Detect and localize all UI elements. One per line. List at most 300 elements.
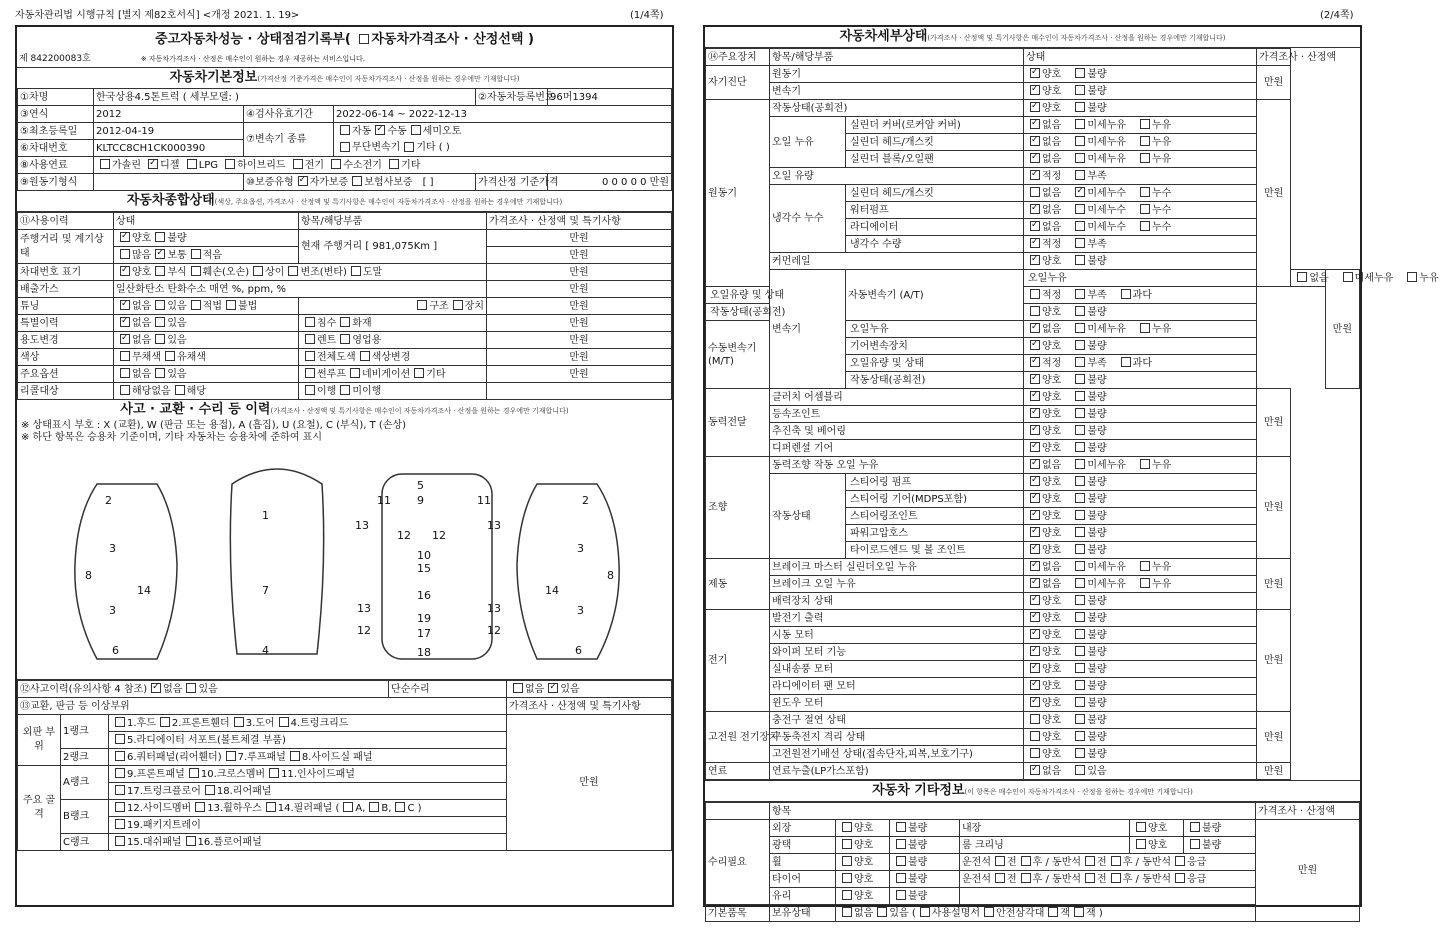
state-checkbox[interactable]	[1075, 187, 1085, 197]
svg-text:2: 2	[105, 494, 112, 507]
state-r35	[1024, 644, 1257, 661]
state-checkbox[interactable]	[1030, 459, 1040, 469]
state-label: 불량	[1087, 629, 1107, 641]
state-label: 불량	[1087, 680, 1107, 692]
state-checkbox[interactable]	[1030, 578, 1040, 588]
part-checkbox[interactable]	[269, 768, 279, 778]
opt-label: 유채색	[176, 351, 206, 363]
odometer-value: 현재 주행거리 [ 981,075Km ]	[299, 230, 487, 264]
opt-label: 안전삼각대	[996, 907, 1045, 919]
state-checkbox[interactable]	[1030, 357, 1040, 367]
item-r33: 발전기 출력	[770, 610, 1024, 627]
use-yes-checkbox[interactable]	[155, 334, 165, 344]
outer-label: 외판 부위	[18, 715, 61, 766]
state-checkbox[interactable]	[1030, 136, 1040, 146]
part-checkbox[interactable]	[279, 717, 289, 727]
svg-text:7: 7	[262, 584, 269, 597]
int-bad-checkbox[interactable]	[1190, 822, 1200, 832]
opt-label: 화재	[352, 317, 372, 329]
price-check-checkbox[interactable]	[359, 34, 369, 44]
state-checkbox[interactable]	[1075, 748, 1085, 758]
etc-table	[705, 802, 1360, 922]
state-checkbox[interactable]	[1030, 204, 1040, 214]
hist-flood-checkbox[interactable]	[305, 317, 315, 327]
svg-text:4: 4	[262, 644, 269, 657]
state-checkbox[interactable]	[1075, 731, 1085, 741]
hist-fire-checkbox[interactable]	[340, 317, 350, 327]
state-checkbox[interactable]	[1140, 119, 1150, 129]
state-checkbox[interactable]	[1030, 680, 1040, 690]
vin-label: ⑥차대번호	[18, 140, 94, 157]
state-checkbox[interactable]	[1075, 442, 1085, 452]
state-checkbox[interactable]	[1030, 510, 1040, 520]
state-checkbox[interactable]	[1030, 612, 1040, 622]
simple-yes-label: 있음	[560, 683, 580, 695]
state-checkbox[interactable]	[1030, 374, 1040, 384]
trans-cvt-checkbox[interactable]	[340, 142, 350, 152]
state-checkbox[interactable]	[1030, 187, 1040, 197]
vinplate-paint-checkbox[interactable]	[351, 266, 361, 276]
state-checkbox[interactable]	[1075, 153, 1085, 163]
recall-done-checkbox[interactable]	[305, 385, 315, 395]
state-label: 부족	[1087, 170, 1107, 182]
main-option-label: 주요옵션	[18, 366, 114, 383]
hold-none-checkbox[interactable]	[842, 907, 852, 917]
vinplate-rust-checkbox[interactable]	[155, 266, 165, 276]
state-label: 미세누유	[1087, 578, 1126, 590]
wheel-good-checkbox[interactable]	[842, 856, 852, 866]
glass-bad-checkbox[interactable]	[896, 890, 906, 900]
state-checkbox[interactable]	[1075, 238, 1085, 248]
state-checkbox[interactable]	[1121, 289, 1131, 299]
item-r17: 기어변속장치	[846, 338, 1024, 355]
state-r16	[1024, 321, 1257, 338]
state-label: 불량	[1087, 102, 1107, 114]
state-checkbox[interactable]	[1075, 170, 1085, 180]
state-checkbox[interactable]	[1030, 527, 1040, 537]
fuel-diesel-checkbox[interactable]	[148, 159, 158, 169]
item-r20: 클러치 어셈블리	[770, 389, 1024, 406]
svg-text:9: 9	[417, 494, 424, 507]
state-r7	[1024, 168, 1257, 185]
state-checkbox[interactable]	[1075, 340, 1085, 350]
odo-few-checkbox[interactable]	[191, 249, 201, 259]
pillar-c-checkbox[interactable]	[395, 802, 405, 812]
color-change-checkbox[interactable]	[360, 351, 370, 361]
use-business-checkbox[interactable]	[340, 334, 350, 344]
item-r35: 와이퍼 모터 기능	[770, 644, 1024, 661]
state-checkbox[interactable]	[1030, 238, 1040, 248]
state-label: 적정	[1042, 170, 1062, 182]
state-checkbox[interactable]	[1075, 306, 1085, 316]
opt-label: 양호	[132, 266, 152, 278]
opt-sunroof-checkbox[interactable]	[305, 368, 315, 378]
accident-no-checkbox[interactable]	[151, 683, 161, 693]
state-checkbox[interactable]	[1030, 408, 1040, 418]
page-number-1: (1/4쪽)	[630, 10, 664, 21]
state-checkbox[interactable]	[1030, 85, 1040, 95]
tire-good-checkbox[interactable]	[842, 873, 852, 883]
state-checkbox[interactable]	[1407, 272, 1417, 282]
state-checkbox[interactable]	[1075, 714, 1085, 724]
state-checkbox[interactable]	[1343, 272, 1353, 282]
state-checkbox[interactable]	[1030, 153, 1040, 163]
part-checkbox[interactable]	[290, 751, 300, 761]
opt-label: 응급	[1187, 856, 1207, 868]
fuel-gasoline-checkbox[interactable]	[100, 159, 110, 169]
state-checkbox[interactable]	[1075, 765, 1085, 775]
svg-text:13: 13	[487, 519, 501, 532]
state-label: 없음	[1042, 561, 1062, 573]
form-header: 자동차관리법 시행규칙 [별지 제82호서식] <개정 2021. 1. 19>	[15, 10, 300, 21]
part-checkbox[interactable]	[160, 717, 170, 727]
state-label: 양호	[1042, 102, 1062, 114]
state-checkbox[interactable]	[1030, 663, 1040, 673]
state-r37	[1024, 678, 1257, 695]
glass-good-checkbox[interactable]	[842, 890, 852, 900]
state-checkbox[interactable]	[1140, 136, 1150, 146]
price-won: 만원	[1257, 559, 1291, 610]
state-checkbox[interactable]	[1030, 765, 1040, 775]
tuning-device-checkbox[interactable]	[453, 300, 463, 310]
state-checkbox[interactable]	[1140, 459, 1150, 469]
part-checkbox[interactable]	[186, 836, 196, 846]
state-checkbox[interactable]	[1075, 136, 1085, 146]
sub-r9a: 냉각수 누수	[770, 185, 846, 253]
part-checkbox[interactable]	[115, 734, 125, 744]
simple-no-checkbox[interactable]	[513, 683, 523, 693]
state-checkbox[interactable]	[1030, 646, 1040, 656]
state-r10	[1024, 219, 1257, 236]
state-checkbox[interactable]	[1075, 595, 1085, 605]
opt-label: 해당없음	[132, 385, 171, 397]
vinplate-good-checkbox[interactable]	[120, 266, 130, 276]
state-checkbox[interactable]	[1075, 612, 1085, 622]
state-checkbox[interactable]	[1030, 119, 1040, 129]
state-checkbox[interactable]	[1030, 68, 1040, 78]
state-checkbox[interactable]	[1140, 561, 1150, 571]
ext-bad-checkbox[interactable]	[896, 822, 906, 832]
triangle-checkbox[interactable]	[984, 907, 994, 917]
int-good-checkbox[interactable]	[1136, 822, 1146, 832]
jack-checkbox[interactable]	[1074, 907, 1084, 917]
opt-label: 없음	[854, 907, 874, 919]
ext-good-checkbox[interactable]	[842, 822, 852, 832]
trans-etc-checkbox[interactable]	[404, 142, 414, 152]
state-checkbox[interactable]	[1030, 629, 1040, 639]
state-checkbox[interactable]	[1140, 221, 1150, 231]
item-r25: 스티어링 펌프	[846, 474, 1024, 491]
state-checkbox[interactable]	[1075, 697, 1085, 707]
rankC-label: C랭크	[61, 834, 109, 851]
fuel-option: 전기	[304, 159, 325, 171]
state-label: 없음	[1042, 187, 1062, 199]
page-2	[703, 25, 1439, 919]
tuning-yes-checkbox[interactable]	[155, 300, 165, 310]
part-checkbox[interactable]	[115, 768, 125, 778]
state-checkbox[interactable]	[1030, 697, 1040, 707]
state-checkbox[interactable]	[1075, 102, 1085, 112]
part-checkbox[interactable]	[195, 802, 205, 812]
seat-checkbox[interactable]	[995, 873, 1005, 883]
fuel-electric-checkbox[interactable]	[293, 159, 303, 169]
part-checkbox[interactable]	[115, 836, 125, 846]
state-checkbox[interactable]	[1140, 323, 1150, 333]
state-checkbox[interactable]	[1075, 221, 1085, 231]
state-checkbox[interactable]	[1075, 391, 1085, 401]
state-checkbox[interactable]	[1030, 595, 1040, 605]
state-checkbox[interactable]	[1030, 323, 1040, 333]
tire-bad-checkbox[interactable]	[896, 873, 906, 883]
state-checkbox[interactable]	[1075, 408, 1085, 418]
state-r31	[1024, 576, 1257, 593]
part-checkbox[interactable]	[226, 751, 236, 761]
opt-label: 이행	[317, 385, 337, 397]
part-checkbox[interactable]	[115, 802, 125, 812]
state-checkbox[interactable]	[1075, 561, 1085, 571]
state-label: 미세누수	[1087, 204, 1126, 216]
state-checkbox[interactable]	[1075, 289, 1085, 299]
state-checkbox[interactable]	[1075, 119, 1085, 129]
state-checkbox[interactable]	[1075, 578, 1085, 588]
state-checkbox[interactable]	[1075, 646, 1085, 656]
page-1	[15, 25, 674, 907]
simple-yes-checkbox[interactable]	[548, 683, 558, 693]
use-rent-checkbox[interactable]	[305, 334, 315, 344]
state-checkbox[interactable]	[1075, 323, 1085, 333]
seat-checkbox[interactable]	[1021, 856, 1031, 866]
opt-label: 사용설명서	[931, 907, 981, 919]
state-checkbox[interactable]	[1075, 374, 1085, 384]
state-checkbox[interactable]	[1075, 425, 1085, 435]
state-checkbox[interactable]	[1075, 680, 1085, 690]
opt-label: 불량	[908, 890, 928, 902]
state-checkbox[interactable]	[1075, 476, 1085, 486]
part-checkbox[interactable]	[115, 717, 125, 727]
room-bad-checkbox[interactable]	[1190, 839, 1200, 849]
seat-checkbox[interactable]	[1021, 873, 1031, 883]
recall-notdone-checkbox[interactable]	[340, 385, 350, 395]
accident-yes-checkbox[interactable]	[186, 683, 196, 693]
state-checkbox[interactable]	[1030, 714, 1040, 724]
state-checkbox[interactable]	[1030, 425, 1040, 435]
odo-many-checkbox[interactable]	[120, 249, 130, 259]
state-label: 양호	[1042, 697, 1062, 709]
state-label: 양호	[1042, 391, 1062, 403]
trans-auto-checkbox[interactable]	[340, 125, 350, 135]
state-checkbox[interactable]	[1030, 561, 1040, 571]
price-won: 만원	[487, 264, 672, 281]
state-label: 미세누유	[1087, 119, 1126, 131]
item-r21: 등속조인트	[770, 406, 1024, 423]
warranty-ins-checkbox[interactable]	[352, 176, 362, 186]
vinplate-alter-checkbox[interactable]	[288, 266, 298, 276]
tuning-struct-checkbox[interactable]	[417, 300, 427, 310]
part-checkbox[interactable]	[115, 751, 125, 761]
hist-none-checkbox[interactable]	[120, 317, 130, 327]
manual-checkbox[interactable]	[920, 907, 930, 917]
opt-none-checkbox[interactable]	[120, 368, 130, 378]
hist-yes-checkbox[interactable]	[155, 317, 165, 327]
state-checkbox[interactable]	[1030, 102, 1040, 112]
seat-checkbox[interactable]	[1175, 856, 1185, 866]
emission-label: 배출가스	[18, 281, 114, 298]
part-label: 5.라디에이터 서포트(볼트체결 부품)	[127, 734, 286, 746]
part-checkbox[interactable]	[266, 802, 276, 812]
part-checkbox[interactable]	[205, 785, 215, 795]
wheel-bad-checkbox[interactable]	[896, 856, 906, 866]
state-checkbox[interactable]	[1121, 357, 1131, 367]
state-label: 양호	[1042, 714, 1062, 726]
state-checkbox[interactable]	[1030, 731, 1040, 741]
odo-good-checkbox[interactable]	[120, 232, 130, 242]
state-checkbox[interactable]	[1030, 442, 1040, 452]
opt-label: 영업용	[352, 334, 382, 346]
trans-semi-checkbox[interactable]	[411, 125, 421, 135]
state-checkbox[interactable]	[1075, 629, 1085, 639]
state-checkbox[interactable]	[1075, 459, 1085, 469]
driver-seat-label: 운전석	[962, 873, 991, 885]
state-checkbox[interactable]	[1075, 527, 1085, 537]
state-checkbox[interactable]	[1075, 85, 1085, 95]
use-none-checkbox[interactable]	[120, 334, 130, 344]
tuning-legal-checkbox[interactable]	[191, 300, 201, 310]
fuel-option: 기타	[401, 159, 421, 171]
col-item: 항목/해당부품	[299, 213, 487, 230]
state-checkbox[interactable]	[1030, 170, 1040, 180]
state-checkbox[interactable]	[1140, 187, 1150, 197]
part-label: 15.대쉬패널	[127, 836, 182, 848]
opt-label: 응급	[1187, 873, 1207, 885]
tuning-none-checkbox[interactable]	[120, 300, 130, 310]
doc-number: 제 842200083호	[19, 53, 91, 64]
seat-checkbox[interactable]	[1111, 856, 1121, 866]
fuel-hybrid-checkbox[interactable]	[225, 159, 235, 169]
seat-checkbox[interactable]	[1085, 873, 1095, 883]
color-chro-checkbox[interactable]	[165, 351, 175, 361]
state-checkbox[interactable]	[1075, 510, 1085, 520]
state-checkbox[interactable]	[1075, 68, 1085, 78]
fuel-lpg-checkbox[interactable]	[187, 159, 197, 169]
part-checkbox[interactable]	[115, 819, 125, 829]
opt-yes-checkbox[interactable]	[155, 368, 165, 378]
opt-label: 양호	[854, 890, 874, 902]
opt-label: 적음	[202, 249, 222, 261]
recall-na-checkbox[interactable]	[120, 385, 130, 395]
first-reg-label: ⑤최초등록일	[18, 123, 94, 140]
state-checkbox[interactable]	[1075, 544, 1085, 554]
state-checkbox[interactable]	[1075, 204, 1085, 214]
seat-checkbox[interactable]	[1175, 873, 1185, 883]
rankB-label: B랭크	[61, 800, 109, 834]
hold-yes-checkbox[interactable]	[877, 907, 887, 917]
part-checkbox[interactable]	[189, 768, 199, 778]
state-checkbox[interactable]	[1030, 255, 1040, 265]
jack-checkbox[interactable]	[1048, 907, 1058, 917]
state-label: 불량	[1087, 748, 1107, 760]
state-checkbox[interactable]	[1030, 306, 1040, 316]
tuning-illegal-checkbox[interactable]	[226, 300, 236, 310]
gloss-good-checkbox[interactable]	[842, 839, 852, 849]
pillar-a-checkbox[interactable]	[343, 802, 353, 812]
odo-bad-checkbox[interactable]	[155, 232, 165, 242]
opt-label: 불량	[908, 856, 928, 868]
part-label: A,	[355, 802, 366, 814]
state-label: 양호	[1042, 629, 1062, 641]
opt-etc-checkbox[interactable]	[414, 368, 424, 378]
warranty-self-checkbox[interactable]	[298, 176, 308, 186]
opt-navi-checkbox[interactable]	[350, 368, 360, 378]
price-won: 만원	[1257, 100, 1291, 287]
opt-label: 많음	[132, 249, 152, 261]
state-label: 부족	[1087, 357, 1107, 369]
state-checkbox[interactable]	[1075, 357, 1085, 367]
state-checkbox[interactable]	[1030, 476, 1040, 486]
opt-label: 잭	[1060, 907, 1071, 919]
state-checkbox[interactable]	[1140, 204, 1150, 214]
state-checkbox[interactable]	[1030, 340, 1040, 350]
opt-label: 양호	[132, 232, 152, 244]
state-label: 양호	[1042, 680, 1062, 692]
color-achro-checkbox[interactable]	[120, 351, 130, 361]
state-label: 부족	[1087, 289, 1107, 301]
color-full-checkbox[interactable]	[305, 351, 315, 361]
vinplate-diff-checkbox[interactable]	[253, 266, 263, 276]
part-checkbox[interactable]	[234, 717, 244, 727]
state-checkbox[interactable]	[1030, 289, 1040, 299]
state-label: 없음	[1309, 272, 1329, 284]
state-checkbox[interactable]	[1030, 391, 1040, 401]
pillar-b-checkbox[interactable]	[369, 802, 379, 812]
item-r36: 실내송풍 모터	[770, 661, 1024, 678]
base-price-value: 0 0 0 0 0 만원	[548, 174, 672, 191]
opt-label: 있음	[889, 907, 909, 919]
state-checkbox[interactable]	[1030, 748, 1040, 758]
vinplate-damage-checkbox[interactable]	[191, 266, 201, 276]
state-label: 양호	[1042, 374, 1062, 386]
state-checkbox[interactable]	[1075, 255, 1085, 265]
item-r41: 고전원전기배선 상태(접속단자,피복,보호기구)	[770, 746, 1024, 763]
opt-label: 불법	[237, 300, 258, 312]
device-brake: 제동	[706, 559, 770, 610]
odo-normal-checkbox[interactable]	[155, 249, 165, 259]
item-r3: 작동상태(공회전)	[770, 100, 1024, 117]
gloss-bad-checkbox[interactable]	[896, 839, 906, 849]
item-r11: 냉각수 수량	[846, 236, 1024, 253]
seat-checkbox[interactable]	[1111, 873, 1121, 883]
part-checkbox[interactable]	[115, 785, 125, 795]
fuel-hydrogen-checkbox[interactable]	[331, 159, 341, 169]
trans-manual-checkbox[interactable]	[375, 125, 385, 135]
state-checkbox[interactable]	[1030, 221, 1040, 231]
state-label: 부족	[1087, 238, 1107, 250]
device-steering: 조향	[706, 457, 770, 559]
state-r22	[1024, 423, 1257, 440]
state-checkbox[interactable]	[1075, 663, 1085, 673]
state-checkbox[interactable]	[1030, 544, 1040, 554]
state-checkbox[interactable]	[1140, 578, 1150, 588]
state-checkbox[interactable]	[1075, 493, 1085, 503]
fuel-etc-checkbox[interactable]	[389, 159, 399, 169]
seat-checkbox[interactable]	[1085, 856, 1095, 866]
state-checkbox[interactable]	[1140, 153, 1150, 163]
state-label: 불량	[1087, 425, 1107, 437]
state-checkbox[interactable]	[1030, 493, 1040, 503]
state-checkbox[interactable]	[1297, 272, 1307, 282]
room-good-checkbox[interactable]	[1136, 839, 1146, 849]
recall-yes-checkbox[interactable]	[175, 385, 185, 395]
seat-checkbox[interactable]	[995, 856, 1005, 866]
